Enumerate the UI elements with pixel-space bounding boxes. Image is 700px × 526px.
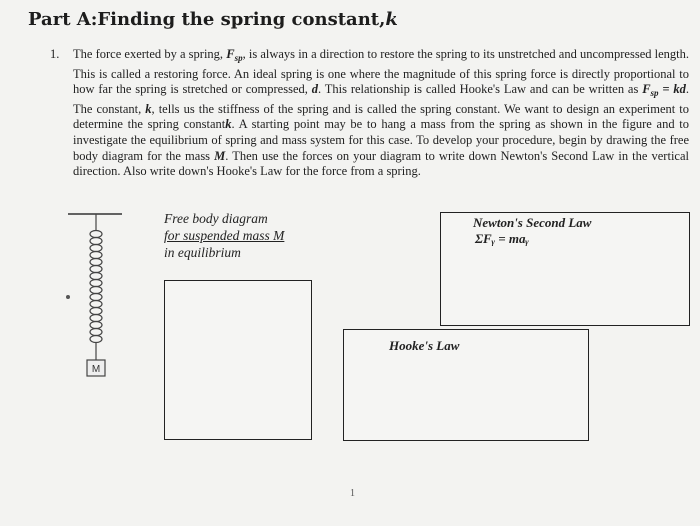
free-body-diagram-box[interactable] (164, 280, 312, 440)
newton-second-law-equation: ΣFᵧ = maᵧ (475, 231, 529, 246)
spring-coils (90, 231, 102, 343)
spring-mass-figure (60, 208, 130, 388)
newton-second-law-label: Newton's Second Law (473, 215, 592, 230)
hookes-law-box[interactable] (343, 329, 589, 441)
page-title: Part A:Finding the spring constant,k (28, 9, 398, 30)
free-body-diagram-label: Free body diagram for suspended mass M in equilibrium (164, 211, 285, 260)
question-number: 1. (50, 47, 60, 61)
question-text: The force exerted by a spring, $F_{sp}$, is always in a direction to restore the spring to its unstretched and uncompressed length. This is called a restoring force. An ideal spring is one where the magnitude of this spring force is directly proportional to how far the spring is stretched or compressed, d. This relationship is called Hooke's Law and can be written as $F_{sp}$ = kd. The constant, k, tells us the stiffness of the spring and is called the spring constant. We want to design an experiment to determine the spring constantk. A starting point may be to hang a mass from the spring as shown in the figure and to investigate the equilibrium of spring and mass system for this case. To develop your procedure, begin by drawing the free body diagram for the mass M. Then use the forces on your diagram to write down Newton's Second Law in the vertical direction. Also write down's Hooke's Law for the force from a spring. (73, 47, 690, 179)
stray-dot (66, 295, 70, 299)
hookes-law-label: Hooke's Law (389, 338, 460, 353)
page-number: 1 (350, 488, 355, 499)
mass-label: M (91, 364, 101, 375)
